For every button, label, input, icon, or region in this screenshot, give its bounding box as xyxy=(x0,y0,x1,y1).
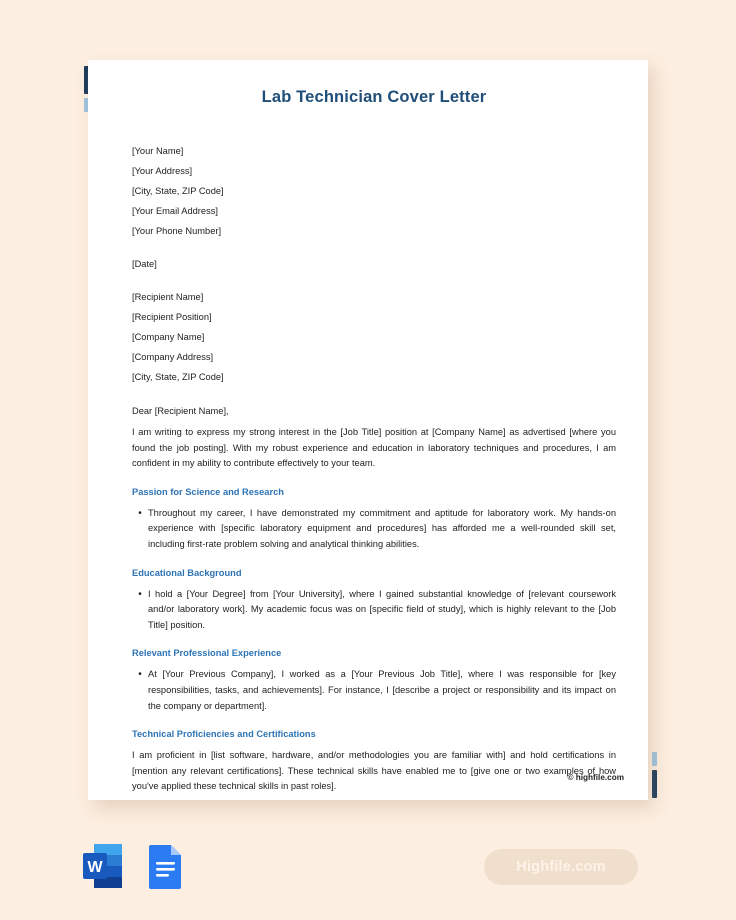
bullet-item xyxy=(132,667,616,714)
bullet-glyph-icon: • xyxy=(138,588,142,600)
recipient-line: [Company Address] xyxy=(132,352,214,362)
sender-line: [Your Phone Number] xyxy=(132,226,222,236)
file-format-icons xyxy=(80,840,188,892)
watermark-label: Highfile.com xyxy=(516,859,606,875)
document-page xyxy=(88,60,648,800)
spacer xyxy=(132,241,616,254)
bullet-text: At [Your Previous Company], I worked as a [Your Previous Job Title], where I was responsible for [key responsibilities, tasks, and achievements]. For instance, I [describe a project or responsibility and its impact on the company or department]. xyxy=(148,669,616,711)
spacer xyxy=(132,274,616,287)
recipient-line: [Recipient Name] xyxy=(132,292,204,302)
recipient-address-block xyxy=(132,287,616,387)
recipient-line: [Recipient Position] xyxy=(132,312,212,322)
sender-line: [Your Email Address] xyxy=(132,206,218,216)
bullet-text: I hold a [Your Degree] from [Your University], where I gained substantial knowledge of [relevant coursework and/or laboratory work]. My academic focus was on [specific field of study], which is highly relevant to the [Job Title] position. xyxy=(148,588,616,630)
section-education xyxy=(132,566,616,634)
date-line: [Date] xyxy=(132,259,157,269)
decor-bar-bottom-right-dark xyxy=(652,770,657,798)
section-heading: Educational Background xyxy=(132,567,242,578)
section-paragraph: I am proficient in [list software, hardware, and/or methodologies you are familiar with] and hold certifications in [mention any relevant certifications]. These technical skills have enabled me to [give one or two examples of how you've applied these technical skills in past roles]. xyxy=(132,750,616,792)
sender-line: [City, State, ZIP Code] xyxy=(132,186,224,196)
sender-address-block xyxy=(132,141,616,241)
section-heading: Technical Proficiencies and Certifications xyxy=(132,729,316,740)
copyright-notice: © highfile.com xyxy=(567,773,624,782)
page-title: Lab Technician Cover Letter xyxy=(261,88,487,106)
watermark-badge xyxy=(484,849,638,885)
bullet-item xyxy=(132,587,616,634)
microsoft-word-icon[interactable] xyxy=(80,840,126,892)
google-docs-icon[interactable] xyxy=(142,840,188,892)
sender-line: [Your Address] xyxy=(132,166,193,176)
bullet-item xyxy=(132,506,616,553)
section-heading: Passion for Science and Research xyxy=(132,486,284,497)
bullet-glyph-icon: • xyxy=(138,669,142,681)
section-heading: Relevant Professional Experience xyxy=(132,648,282,659)
recipient-line: [Company Name] xyxy=(132,332,205,342)
section-passion xyxy=(132,485,616,553)
salutation: Dear [Recipient Name], xyxy=(132,406,229,416)
bullet-text: Throughout my career, I have demonstrated my commitment and aptitude for laboratory work. My hands-on experience with [specific laboratory equipment and procedures] has afforded me a well-rounded skill set, including first-rate problem solving and analytical thinking abilities. xyxy=(148,507,616,549)
decor-bar-bottom-right-light xyxy=(652,752,657,766)
recipient-line: [City, State, ZIP Code] xyxy=(132,372,224,382)
document-body xyxy=(132,88,616,795)
svg-text:W: W xyxy=(87,859,103,876)
bullet-glyph-icon: • xyxy=(138,507,142,519)
section-technical xyxy=(132,727,616,795)
section-experience xyxy=(132,646,616,714)
opening-paragraph: I am writing to express my strong interest in the [Job Title] position at [Company Name] as advertised [where you found the job posting]. With my robust experience and education in laboratory techniques and procedures, I am confident in my ability to contribute effectively to your team. xyxy=(132,427,616,469)
sender-line: [Your Name] xyxy=(132,146,184,156)
